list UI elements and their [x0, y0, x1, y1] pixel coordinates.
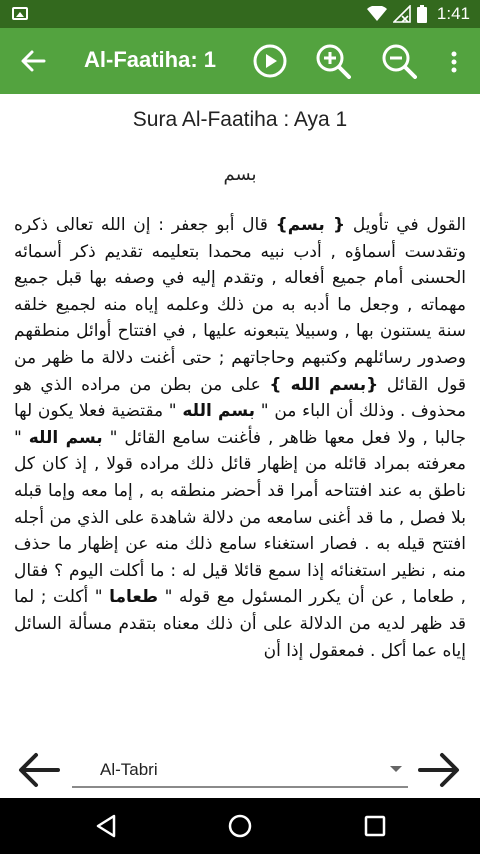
status-icons: [367, 0, 470, 28]
tafsir-bold-segment: { بسم}: [275, 215, 346, 235]
aya-text: بسم: [223, 164, 257, 185]
more-vert-icon[interactable]: [446, 47, 462, 77]
tafsir-content[interactable]: [0, 94, 480, 744]
tafsir-bold-segment: بسم الله: [28, 427, 103, 448]
tafsir-source-value: Al-Tabri: [100, 760, 158, 779]
tafsir-segment: قال أبو جعفر : إن الله تعالى ذكره وتقدست أسماؤه , أدب نبيه محمدا بتعليمه تقديم ذكر أسمائه الحسنى أمام جميع أفعاله , وتقدم إليه في وصفه بها قبل جميع مهماته , وجعل ما أدبه به من ذلك وعلمه إياه منه لجميع خلقه سنة يستنون بها , وسبيلا يتبعونه عليها , في افتتاح أوائل منطقهم وصدور رسائلهم وكتبهم وحاجاتهم ; حتى أغنت دلالة ما ظهر من قول القائل: [14, 215, 467, 395]
tafsir-bold-segment: {بسم الله }: [269, 374, 379, 395]
tafsir-bold-segment: طعاما: [109, 587, 159, 608]
system-nav-bar: [0, 798, 480, 854]
back-arrow-icon[interactable]: [18, 46, 48, 76]
tafsir-bold-segment: بسم الله: [182, 401, 256, 422]
zoom-in-icon[interactable]: [315, 43, 351, 79]
play-icon[interactable]: [252, 43, 288, 79]
image-icon: [12, 7, 28, 20]
status-bar: [0, 0, 480, 28]
nav-recents-icon[interactable]: [361, 812, 389, 840]
tafsir-segment: " مقتضية فعلا يكون لها جالبا , ولا فعل معها ظاهر , فأغنت سامع القائل ": [14, 401, 466, 448]
app-bar: [0, 28, 480, 94]
bottom-navigation: [0, 744, 480, 798]
screen-title: Al-Faatiha: 1: [84, 47, 217, 72]
tafsir-segment: " أكلت ; لما قد ظهر لديه من الدلالة على أن ذلك معناه بتقدم مسألة السائل إياه عما أكل . فمعقول إذا أن: [14, 587, 466, 661]
nav-back-icon[interactable]: [92, 812, 120, 840]
aya-title: Sura Al-Faatiha : Aya 1: [132, 108, 348, 131]
tafsir-segment: " معرفته بمراد قائله من إظهار قائل ذلك مراده قولا , إذ كان كل ناطق به عند افتتاحه أمرا قد أحضر منطقه به , إما معه وإما قبله بلا فصل , ما قد أغنى سامعه من دلالة شاهدة على الذي من أجله افتتح قيله به . فصار استغناء سامع ذلك منه عن إظهار ما حذف منه , نظير استغنائه إذا سمع قائلا قيل له : ما أكلت اليوم ؟ فقال , طعاما , عن أن يكرر المسئول مع قوله ": [14, 427, 466, 608]
nav-home-icon[interactable]: [226, 812, 254, 840]
wifi-icon: [367, 6, 387, 22]
tafsir-segment: القول في تأويل: [345, 215, 466, 235]
dropdown-caret-icon: [390, 766, 402, 772]
tafsir-source-dropdown[interactable]: [72, 750, 408, 788]
status-time: 1:41: [436, 4, 470, 23]
no-signal-icon: [393, 5, 411, 23]
tafsir-text: [14, 212, 466, 664]
tafsir-segment: على من بطن من مراده الذي هو محذوف . وذلك أن الباء من ": [14, 374, 466, 422]
zoom-out-icon[interactable]: [381, 43, 417, 79]
next-arrow-icon[interactable]: [416, 750, 462, 790]
prev-arrow-icon[interactable]: [16, 750, 62, 790]
battery-icon: [417, 5, 427, 23]
